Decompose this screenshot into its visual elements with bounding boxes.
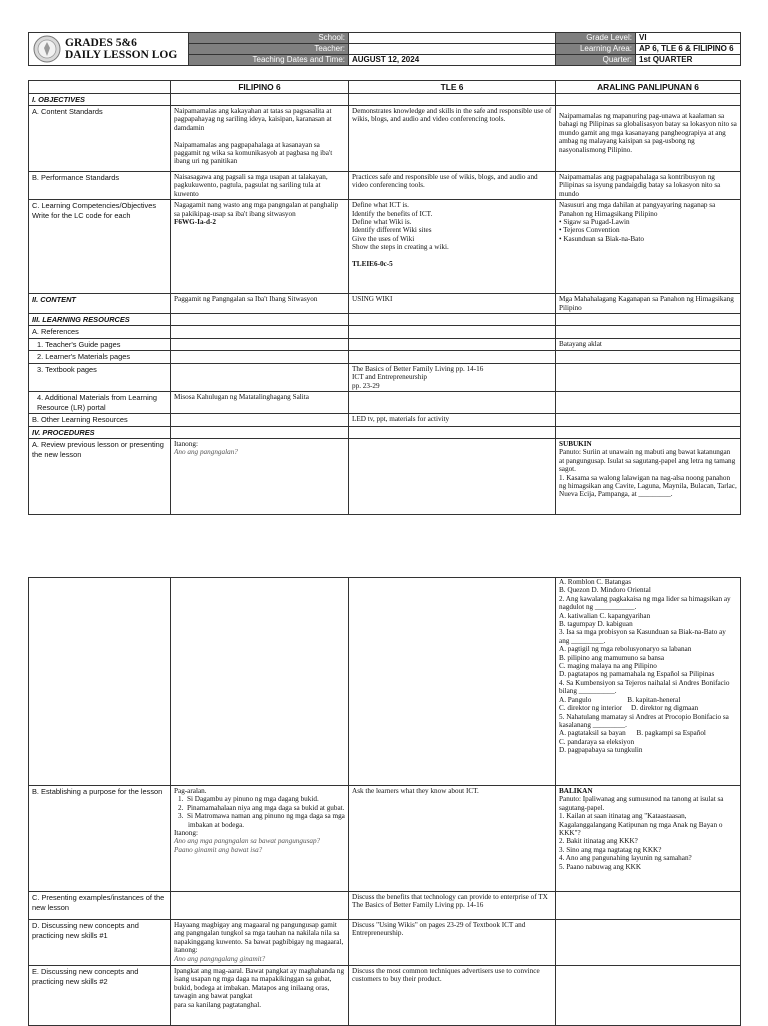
col-header-filipino: FILIPINO 6: [171, 81, 349, 94]
review-ap-instructions: Panuto: Suriin at unawain ng mabuti ang bawat katanungan at pangungusap. Isulat sa sagutang-papel ang letra ng tamang sagot.: [559, 448, 736, 474]
competency-ap-1: Nasusuri ang mga dahilan at pangyayaring naganap sa Panahon ng Himagsikang Pilipino: [559, 201, 716, 218]
review-cont-1: A. Romblon C. Batangas: [559, 578, 632, 586]
deped-seal-icon: [33, 35, 61, 63]
textbook-pages-tle: [349, 364, 556, 392]
grade-label: Grade Level:: [556, 33, 636, 44]
lr-portal-label: 4. Additional Materials from Learning Resource (LR) portal: [29, 392, 171, 414]
review-cont-9: C. maging malaya na ang Pilipino: [559, 662, 657, 671]
content-std-fil-1: Naipamamalas ang kakayahan at tatas sa pagsasalita at pagpapahayag ng sariling ideya, kaisipan, karanasan at damdamin: [174, 107, 332, 132]
review-ap-heading: SUBUKIN: [559, 440, 592, 448]
header-table: [28, 32, 741, 66]
new-concepts-2-label: E. Discussing new concepts and practicing new skills #2: [29, 966, 171, 1026]
examples-label: C. Presenting examples/instances of the new lesson: [29, 892, 171, 920]
content-ap: Mga Mahahalagang Kaganapan sa Panahon ng Himagsikang Pilipino: [556, 294, 741, 314]
examples-tle: Discuss the benefits that technology can provide to enterprise of TX The Basics of Better Family Living pp. 14-16: [349, 892, 556, 920]
competencies-fil-code: F6WG-Ia-d-2: [174, 218, 216, 227]
purpose-fil-item-3-text: Si Matromawa naman ang pinuno ng mga daga sa mga imbakan at bodega.: [186, 812, 345, 829]
competency-ap-4: • Kasunduan sa Biak-na-Bato: [559, 234, 644, 243]
purpose-label: B. Establishing a purpose for the lesson: [29, 786, 171, 892]
tg-pages-label: 1. Teacher's Guide pages: [29, 338, 171, 351]
competencies-tle-code: TLEIE6-0c-5: [352, 260, 393, 269]
lr-portal-fil: Misosa Kahulugan ng Matatalinghagang Salita: [171, 392, 349, 414]
quarter-value: 1st QUARTER: [636, 55, 741, 66]
review-cont-6: 3. Isa sa mga probisyon sa Kasunduan sa Biak-na-Bato ay ang _________.: [559, 628, 726, 645]
new-concepts-1-label: D. Discussing new concepts and practicing new skills #1: [29, 920, 171, 966]
content-tle: USING WIKI: [349, 294, 556, 314]
area-label: Learning Area:: [556, 44, 636, 55]
dates-value: AUGUST 12, 2024: [349, 55, 556, 66]
competency-tle-4: Identify different Wiki sites: [352, 226, 432, 235]
review-cont-12: A. Pangulo B. kapitan-heneral: [559, 695, 681, 704]
teacher-label: Teacher:: [189, 44, 349, 55]
competency-tle-6: Show the steps in creating a wiki.: [352, 243, 449, 252]
log-title-line1: GRADES 5&6: [65, 37, 137, 49]
purpose-ap-heading: BALIKAN: [559, 787, 593, 795]
review-cont-14: 5. Nahatulang mamatay si Andres at Procopio Bonifacio sa kasalanang _________.: [559, 712, 729, 729]
review-cont-5: B. tagumpay D. kabiguan: [559, 620, 633, 629]
content-standards-fil: [171, 106, 349, 172]
references-label: A. References: [29, 326, 171, 339]
review-cont-8: B. pilipino ang mamumuno sa bansa: [559, 653, 665, 662]
review-ap-continued: [556, 578, 741, 786]
review-ap: [556, 439, 741, 515]
purpose-ap-q3: 3. Sino ang mga nagtatag ng KKK?: [559, 845, 662, 854]
quarter-label: Quarter:: [556, 55, 636, 66]
purpose-tle: Ask the learners what they know about ICT.: [349, 786, 556, 892]
review-cont-11: 4. Sa Kumbensiyon sa Tejeros naihalal si Andres Bonifacio bilang __________.: [559, 678, 730, 696]
review-fil-ask: Itanong:: [174, 440, 198, 448]
section-content: II. CONTENT: [29, 294, 171, 314]
performance-standards-tle: Practices safe and responsible use of wikis, blogs, and audio and video conferencing tools.: [349, 172, 556, 200]
col-header-ap: ARALING PANLIPUNAN 6: [556, 81, 741, 94]
section-objectives: I. OBJECTIVES: [29, 94, 171, 106]
lesson-log-page-1: [28, 32, 740, 515]
performance-standards-fil: Naisasagawa ang pagsali sa mga usapan at talakayan, pagkukuwento, pagtula, pagsulat ng sariling tula at kuwento: [171, 172, 349, 200]
content-standards-label: A. Content Standards: [29, 106, 171, 172]
review-fil: [171, 439, 349, 515]
teacher-value: [349, 44, 556, 55]
competencies-label: C. Learning Competencies/Objectives Write for the LC code for each: [29, 200, 171, 294]
competencies-fil: [171, 200, 349, 294]
review-cont-3: 2. Ang kawalang pagkakaisa ng mga lider sa himagsikan ay nagdulot ng ___________.: [559, 594, 731, 612]
review-cont-4: A. katiwalian C. kapangyarihan: [559, 611, 651, 620]
review-cont-7: A. pagtigil ng mga rebolusyonaryo sa labanan: [559, 645, 692, 654]
competency-tle-1: Define what ICT is.: [352, 201, 409, 210]
new-concepts-1-fil-text: Hayaang magbigay ang magaaral ng pangungusap gamit ang pangngalan tungkol sa mga tauhan na nakilala nila sa napakinggang kuwento. Sa bawat pagbibigay ng magaaral, itanong:: [174, 921, 344, 955]
competency-tle-2: Identify the benefits of ICT.: [352, 209, 433, 218]
purpose-fil-question-1: Ano ang mga pangngalan sa bawat pangungusap?: [174, 837, 321, 846]
new-concepts-1-fil-question: Ano ang pangngalang ginamit?: [174, 954, 266, 963]
competency-ap-2: • Sigaw sa Pugad-Lawin: [559, 218, 630, 227]
header-logo-cell: [29, 33, 189, 66]
purpose-ap-instructions: Panuto: Ipaliwanag ang sumusunod na tanong at isulat sa sagutang-papel.: [559, 795, 724, 812]
purpose-fil-item-1: 1. Si Dagambu ay pinuno ng mga dagang bukid.: [178, 795, 319, 804]
school-value: [349, 33, 556, 44]
competency-tle-3: Define what Wiki is.: [352, 218, 412, 227]
section-procedures: IV. PROCEDURES: [29, 427, 171, 439]
tg-pages-ap: Batayang aklat: [556, 338, 741, 351]
review-ap-q1: 1. Kasama sa walong lalawigan na nag-alsa noong panahon ng himagsikan ang Cavite, Laguna, Maynila, Bulacan, Tarlac, Nueva Ecija, Pampanga, at _________.: [559, 473, 737, 499]
col-header-tle: TLE 6: [349, 81, 556, 94]
purpose-ap-q5: 5. Paano nabuwag ang KKK: [559, 862, 642, 871]
review-cont-15: A. pagtataksil sa bayan B. pagkampi sa Español: [559, 729, 706, 738]
dates-label: Teaching Dates and Time:: [189, 55, 349, 66]
lesson-table-2: [28, 577, 741, 1026]
purpose-ap-q1: 1. Kailan at saan itinatag ang "Kataastaasan, Kagalanggalangang Katipunan ng mga Anak ng Bayan o KKK"?: [559, 812, 723, 838]
purpose-ap: [556, 786, 741, 892]
review-fil-question: Ano ang pangngalan?: [174, 448, 238, 457]
content-standards-tle: Demonstrates knowledge and skills in the safe and responsible use of wikis, blogs, and audio and video conferencing tools.: [349, 106, 556, 172]
lesson-table-1: [28, 80, 741, 515]
performance-standards-ap: Naipamamalas ang pagpapahalaga sa kontribusyon ng Pilipinas sa isyung pandaigdig batay sa lokasyon nito sa mundo: [556, 172, 741, 200]
grade-value: VI: [636, 33, 741, 44]
review-cont-2: B. Quezon D. Mindoro Oriental: [559, 586, 651, 595]
new-concepts-2-fil-text: Ipangkat ang mag-aaral. Bawat pangkat ay maghahanda ng isang usapan ng mga daga na mapakikinggan sa gubat, bukid, bodega at imbakan. Matapos ang inilaang oras, tawagin ang bawat pangkat: [174, 967, 345, 1001]
new-concepts-1-tle: Discuss "Using Wikis" on pages 23-29 of Textbook ICT and Entrepreneurship.: [349, 920, 556, 966]
purpose-fil-heading: Pag-aralan.: [174, 787, 207, 795]
textbook-pages-label: 3. Textbook pages: [29, 364, 171, 392]
section-resources: III. LEARNING RESOURCES: [29, 314, 171, 326]
competencies-fil-text: Nagagamit nang wasto ang mga pangngalan at panghalip sa pakikipag-usap sa iba't ibang sitwasyon: [174, 201, 339, 218]
content-fil: Paggamit ng Pangngalan sa Iba't Ibang Sitwasyon: [171, 294, 349, 314]
purpose-fil-item-2-text: Pinamamahalaan niya ang mga daga sa bukid at gubat.: [186, 803, 345, 812]
other-resources-tle: LED tv, ppt, materials for activity: [349, 414, 556, 427]
purpose-fil-item-1-text: Si Dagambu ay pinuno ng mga dagang bukid.: [186, 795, 319, 804]
review-cont-10: D. pagtatapos ng pamamahala ng Español sa Pilipinas: [559, 670, 715, 679]
performance-standards-label: B. Performance Standards: [29, 172, 171, 200]
textbook-tle-2: ICT and Entrepreneurship: [352, 373, 427, 382]
purpose-ap-q2: 2. Bakit itinatag ang KKK?: [559, 837, 638, 846]
other-resources-label: B. Other Learning Resources: [29, 414, 171, 427]
content-standards-ap: Naipamamalas ng mapanuring pag-unawa at kaalaman sa bahagi ng Pilipinas sa globalisasyon batay sa lokasyon nito sa mundo gamit ang mga kasanayang pangheograpiya at ang ambag ng malayang kaisipan sa pag-usbong ng nasyonalismong Pilipino.: [556, 106, 741, 172]
new-concepts-2-tle: Discuss the most common techniques advertisers use to convince customers to buy their product.: [349, 966, 556, 1026]
new-concepts-2-fil: [171, 966, 349, 1026]
review-label: A. Review previous lesson or presenting the new lesson: [29, 439, 171, 515]
competencies-tle: [349, 200, 556, 294]
corner-cell: [29, 81, 171, 94]
content-std-fil-2: Naipamamalas ang pagpapahalaga at kasanayan sa paggamit ng wika sa komunikasyob at pagbasa ng iba't ibang uri ng panitikan: [174, 140, 333, 166]
review-cont-17: D. pagpapabaya sa tungkulin: [559, 746, 643, 755]
area-value: AP 6, TLE 6 & FILIPINO 6: [636, 44, 741, 55]
new-concepts-1-fil: [171, 920, 349, 966]
textbook-tle-3: pp. 23-29: [352, 381, 380, 390]
textbook-tle-1: The Basics of Better Family Living pp. 14-16: [352, 365, 484, 373]
purpose-fil-question-2: Paano ginamit ang bawat isa?: [174, 845, 263, 854]
log-title-line2: DAILY LESSON LOG: [65, 49, 178, 61]
competency-ap-3: • Tejeros Convention: [559, 226, 620, 235]
review-cont-16: C. pandaraya sa eleksiyon: [559, 737, 635, 746]
competency-tle-5: Give the uses of Wiki: [352, 234, 415, 243]
competencies-ap: [556, 200, 741, 294]
purpose-ap-q4: 4. Ano ang pangunahing layunin ng samahan?: [559, 854, 692, 863]
lesson-log-page-2: [28, 577, 740, 1026]
school-label: School:: [189, 33, 349, 44]
new-concepts-2-fil-text-2: para sa kanilang pagtatanghal.: [174, 1000, 262, 1009]
purpose-fil: [171, 786, 349, 892]
purpose-fil-item-2: 2. Pinamamahalaan niya ang mga daga sa bukid at gubat.: [178, 803, 345, 812]
purpose-fil-item-3: 3. Si Matromawa naman ang pinuno ng mga daga sa mga imbakan at bodega.: [178, 812, 345, 829]
review-cont-13: C. direktor ng interior D. direktor ng digmaan: [559, 704, 699, 713]
lm-pages-label: 2. Learner's Materials pages: [29, 351, 171, 364]
purpose-fil-ask: Itanong:: [174, 829, 198, 838]
